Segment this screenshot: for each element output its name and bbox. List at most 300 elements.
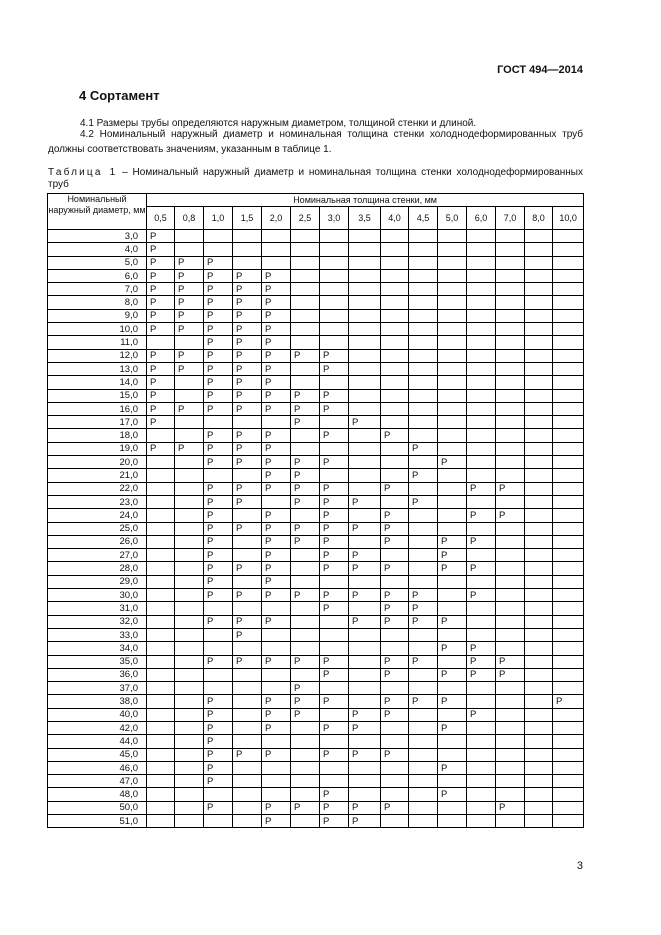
thickness-cell <box>467 442 496 455</box>
thickness-cell <box>175 615 204 628</box>
thickness-cell: Р <box>320 801 349 814</box>
diameter-cell: 42,0 <box>48 721 147 734</box>
thickness-cell: Р <box>320 668 349 681</box>
thickness-cell <box>525 589 553 602</box>
thickness-cell <box>438 336 467 349</box>
thickness-cell: Р <box>349 748 381 761</box>
diameter-cell: 47,0 <box>48 775 147 788</box>
thickness-header: 0,8 <box>175 207 204 230</box>
thickness-cell: Р <box>438 549 467 562</box>
thickness-cell <box>349 402 381 415</box>
thickness-cell <box>147 775 175 788</box>
thickness-cell <box>525 309 553 322</box>
table-row <box>48 522 584 535</box>
thickness-cell: Р <box>233 376 262 389</box>
thickness-cell <box>409 761 438 774</box>
thickness-cell <box>320 256 349 269</box>
thickness-cell: Р <box>262 708 291 721</box>
diameter-cell: 18,0 <box>48 429 147 442</box>
thickness-cell <box>409 788 438 801</box>
thickness-cell: Р <box>262 615 291 628</box>
thickness-cell <box>525 376 553 389</box>
thickness-cell <box>496 243 525 256</box>
table-row <box>48 389 584 402</box>
thickness-cell <box>291 323 320 336</box>
thickness-cell <box>349 442 381 455</box>
diameter-cell: 21,0 <box>48 469 147 482</box>
thickness-cell: Р <box>349 416 381 429</box>
thickness-cell <box>381 416 409 429</box>
thickness-cell: Р <box>262 801 291 814</box>
thickness-cell <box>553 509 584 522</box>
thickness-cell <box>291 775 320 788</box>
thickness-cell <box>233 682 262 695</box>
thickness-cell: Р <box>320 362 349 375</box>
thickness-cell <box>525 815 553 828</box>
diameter-cell: 12,0 <box>48 349 147 362</box>
thickness-cell <box>409 309 438 322</box>
thickness-cell: Р <box>320 482 349 495</box>
thickness-cell <box>525 416 553 429</box>
thickness-header: 4,0 <box>381 207 409 230</box>
thickness-cell <box>262 256 291 269</box>
diameter-cell: 29,0 <box>48 575 147 588</box>
thickness-cell <box>320 416 349 429</box>
thickness-cell <box>320 628 349 641</box>
thickness-cell: Р <box>233 309 262 322</box>
thickness-header: 8,0 <box>525 207 553 230</box>
thickness-cell <box>553 602 584 615</box>
thickness-cell <box>409 230 438 243</box>
thickness-cell: Р <box>349 549 381 562</box>
thickness-cell <box>204 815 233 828</box>
thickness-cell: Р <box>553 695 584 708</box>
thickness-cell <box>233 602 262 615</box>
thickness-cell: Р <box>262 442 291 455</box>
thickness-cell <box>349 682 381 695</box>
thickness-cell <box>553 788 584 801</box>
thickness-cell: Р <box>204 509 233 522</box>
thickness-cell <box>349 376 381 389</box>
thickness-cell <box>496 642 525 655</box>
thickness-cell: Р <box>381 668 409 681</box>
thickness-cell <box>496 735 525 748</box>
thickness-cell <box>381 469 409 482</box>
thickness-cell: Р <box>233 562 262 575</box>
table-row <box>48 482 584 495</box>
thickness-cell <box>381 788 409 801</box>
thickness-cell: Р <box>204 615 233 628</box>
thickness-cell: Р <box>204 349 233 362</box>
thickness-cell <box>175 456 204 469</box>
thickness-cell <box>147 721 175 734</box>
thickness-cell: Р <box>233 402 262 415</box>
thickness-cell: Р <box>291 801 320 814</box>
thickness-cell <box>147 589 175 602</box>
thickness-cell <box>291 721 320 734</box>
thickness-cell <box>381 682 409 695</box>
thickness-cell <box>175 668 204 681</box>
thickness-cell <box>204 628 233 641</box>
thickness-cell: Р <box>175 296 204 309</box>
thickness-cell <box>496 269 525 282</box>
thickness-cell: Р <box>381 801 409 814</box>
thickness-cell <box>233 708 262 721</box>
diameter-cell: 7,0 <box>48 283 147 296</box>
thickness-cell <box>147 748 175 761</box>
thickness-cell <box>381 296 409 309</box>
thickness-cell: Р <box>467 708 496 721</box>
thickness-cell <box>175 243 204 256</box>
thickness-cell <box>349 336 381 349</box>
thickness-cell: Р <box>175 349 204 362</box>
thickness-header: 2,5 <box>291 207 320 230</box>
thickness-cell <box>467 549 496 562</box>
thickness-cell <box>381 269 409 282</box>
thickness-cell <box>525 775 553 788</box>
thickness-cell <box>438 589 467 602</box>
thickness-cell <box>467 788 496 801</box>
thickness-cell: Р <box>291 522 320 535</box>
table-row <box>48 708 584 721</box>
thickness-cell <box>438 775 467 788</box>
thickness-cell <box>525 402 553 415</box>
thickness-cell <box>525 389 553 402</box>
table-row <box>48 615 584 628</box>
thickness-cell: Р <box>467 562 496 575</box>
thickness-cell: Р <box>409 495 438 508</box>
thickness-header: 1,5 <box>233 207 262 230</box>
thickness-cell: Р <box>262 309 291 322</box>
table-row <box>48 323 584 336</box>
thickness-cell: Р <box>233 495 262 508</box>
thickness-cell <box>438 801 467 814</box>
thickness-cell <box>291 296 320 309</box>
thickness-cell <box>467 309 496 322</box>
thickness-cell <box>553 495 584 508</box>
thickness-cell <box>496 456 525 469</box>
thickness-cell <box>291 269 320 282</box>
thickness-cell <box>409 801 438 814</box>
thickness-cell <box>175 788 204 801</box>
thickness-header: 4,5 <box>409 207 438 230</box>
thickness-cell <box>147 788 175 801</box>
thickness-cell <box>409 429 438 442</box>
thickness-cell: Р <box>233 456 262 469</box>
thickness-cell <box>525 735 553 748</box>
diameter-cell: 11,0 <box>48 336 147 349</box>
thickness-cell <box>438 442 467 455</box>
thickness-cell <box>262 628 291 641</box>
thickness-cell: Р <box>175 309 204 322</box>
thickness-cell: Р <box>409 655 438 668</box>
table-row <box>48 575 584 588</box>
thickness-cell <box>496 615 525 628</box>
thickness-cell <box>147 562 175 575</box>
thickness-cell <box>496 402 525 415</box>
thickness-cell <box>262 775 291 788</box>
thickness-cell <box>553 775 584 788</box>
thickness-cell <box>381 230 409 243</box>
thickness-cell: Р <box>409 469 438 482</box>
thickness-cell: Р <box>409 615 438 628</box>
thickness-cell: Р <box>204 376 233 389</box>
thickness-cell: Р <box>233 655 262 668</box>
thickness-cell <box>409 682 438 695</box>
table-row <box>48 642 584 655</box>
thickness-cell: Р <box>147 296 175 309</box>
thickness-cell: Р <box>320 535 349 548</box>
thickness-cell <box>291 562 320 575</box>
thickness-cell: Р <box>204 429 233 442</box>
thickness-cell <box>204 243 233 256</box>
thickness-cell <box>438 602 467 615</box>
table-row <box>48 721 584 734</box>
thickness-cell <box>233 230 262 243</box>
thickness-cell <box>553 655 584 668</box>
thickness-cell <box>553 522 584 535</box>
thickness-cell: Р <box>147 309 175 322</box>
thickness-cell <box>438 429 467 442</box>
thickness-cell: Р <box>291 456 320 469</box>
table-row <box>48 349 584 362</box>
table-row <box>48 283 584 296</box>
thickness-cell <box>496 549 525 562</box>
thickness-cell <box>349 482 381 495</box>
thickness-cell: Р <box>438 615 467 628</box>
thickness-cell <box>349 469 381 482</box>
thickness-cell <box>291 602 320 615</box>
table-row <box>48 469 584 482</box>
thickness-cell <box>381 336 409 349</box>
thickness-cell <box>496 376 525 389</box>
table-row <box>48 309 584 322</box>
thickness-cell: Р <box>262 402 291 415</box>
thickness-cell <box>496 628 525 641</box>
thickness-cell <box>409 775 438 788</box>
thickness-cell <box>496 695 525 708</box>
thickness-cell: Р <box>262 589 291 602</box>
thickness-cell <box>175 748 204 761</box>
thickness-cell <box>496 416 525 429</box>
thickness-cell <box>409 402 438 415</box>
thickness-cell <box>233 775 262 788</box>
thickness-cell <box>496 748 525 761</box>
thickness-cell: Р <box>467 509 496 522</box>
thickness-cell <box>320 336 349 349</box>
page-number: 3 <box>576 860 583 872</box>
thickness-cell <box>409 748 438 761</box>
thickness-cell: Р <box>175 323 204 336</box>
thickness-cell: Р <box>381 708 409 721</box>
thickness-cell <box>553 668 584 681</box>
thickness-cell <box>175 336 204 349</box>
thickness-cell: Р <box>233 389 262 402</box>
thickness-cell: Р <box>381 589 409 602</box>
thickness-cell <box>467 801 496 814</box>
thickness-cell <box>381 456 409 469</box>
thickness-cell: Р <box>467 642 496 655</box>
thickness-cell: Р <box>320 788 349 801</box>
thickness-cell <box>262 230 291 243</box>
thickness-cell: Р <box>438 456 467 469</box>
thickness-cell: Р <box>438 668 467 681</box>
thickness-cell <box>147 642 175 655</box>
thickness-cell <box>525 549 553 562</box>
thickness-cell <box>291 615 320 628</box>
diameter-cell: 45,0 <box>48 748 147 761</box>
thickness-cell: Р <box>381 655 409 668</box>
diameter-cell: 10,0 <box>48 323 147 336</box>
table-row <box>48 243 584 256</box>
thickness-cell <box>291 549 320 562</box>
thickness-cell: Р <box>147 256 175 269</box>
thickness-cell <box>409 628 438 641</box>
thickness-cell <box>320 243 349 256</box>
thickness-cell <box>553 549 584 562</box>
thickness-cell: Р <box>291 655 320 668</box>
thickness-cell <box>147 602 175 615</box>
thickness-cell <box>553 416 584 429</box>
table-row <box>48 589 584 602</box>
thickness-cell <box>349 668 381 681</box>
diameter-cell: 14,0 <box>48 376 147 389</box>
thickness-cell <box>175 775 204 788</box>
thickness-cell <box>409 269 438 282</box>
table-row <box>48 362 584 375</box>
thickness-cell <box>409 243 438 256</box>
thickness-cell <box>291 362 320 375</box>
thickness-cell: Р <box>233 589 262 602</box>
thickness-cell: Р <box>262 815 291 828</box>
thickness-cell <box>204 682 233 695</box>
thickness-cell <box>553 256 584 269</box>
thickness-cell: Р <box>291 416 320 429</box>
thickness-cell <box>381 323 409 336</box>
thickness-cell <box>553 376 584 389</box>
thickness-cell <box>467 456 496 469</box>
thickness-cell <box>496 708 525 721</box>
thickness-cell <box>496 349 525 362</box>
thickness-cell <box>438 469 467 482</box>
thickness-cell <box>525 429 553 442</box>
thickness-cell <box>175 589 204 602</box>
thickness-cell <box>525 495 553 508</box>
thickness-cell: Р <box>496 482 525 495</box>
thickness-cell <box>175 628 204 641</box>
thickness-cell <box>496 469 525 482</box>
thickness-cell: Р <box>320 589 349 602</box>
thickness-cell <box>147 522 175 535</box>
thickness-cell: Р <box>147 349 175 362</box>
thickness-cell <box>291 668 320 681</box>
thickness-cell <box>349 642 381 655</box>
thickness-cell <box>147 549 175 562</box>
diameter-cell: 16,0 <box>48 402 147 415</box>
thickness-cell <box>525 230 553 243</box>
table-row <box>48 628 584 641</box>
thickness-cell <box>147 535 175 548</box>
thickness-cell <box>262 668 291 681</box>
thickness-cell: Р <box>320 495 349 508</box>
thickness-cell: Р <box>381 482 409 495</box>
thickness-cell <box>147 429 175 442</box>
thickness-cell <box>147 655 175 668</box>
table-row <box>48 549 584 562</box>
thickness-cell <box>553 336 584 349</box>
thickness-cell <box>147 735 175 748</box>
table-row <box>48 788 584 801</box>
thickness-cell: Р <box>204 708 233 721</box>
thickness-cell: Р <box>175 402 204 415</box>
thickness-cell <box>204 788 233 801</box>
standard-code: ГОСТ 494—2014 <box>497 64 583 76</box>
thickness-cell <box>291 788 320 801</box>
thickness-cell: Р <box>320 562 349 575</box>
thickness-cell <box>496 296 525 309</box>
thickness-cell <box>409 721 438 734</box>
diameter-cell: 50,0 <box>48 801 147 814</box>
thickness-cell <box>438 323 467 336</box>
thickness-cell: Р <box>147 402 175 415</box>
thickness-cell <box>553 296 584 309</box>
thickness-cell <box>381 362 409 375</box>
thickness-cell <box>467 615 496 628</box>
thickness-cell <box>320 775 349 788</box>
thickness-cell <box>175 801 204 814</box>
table-row <box>48 815 584 828</box>
thickness-cell <box>262 495 291 508</box>
thickness-cell: Р <box>320 549 349 562</box>
thickness-cell <box>409 283 438 296</box>
thickness-cell <box>438 748 467 761</box>
thickness-cell <box>349 389 381 402</box>
paragraph-4-2: 4.2 Номинальный наружный диаметр и номинальная толщина стенки холоднодеформированных труб должны соответствовать значениям, указанным в таблице 1. <box>48 129 583 155</box>
thickness-cell <box>233 243 262 256</box>
thickness-header: 5,0 <box>438 207 467 230</box>
thickness-cell <box>409 735 438 748</box>
thickness-cell: Р <box>262 549 291 562</box>
thickness-cell <box>438 655 467 668</box>
thickness-cell <box>409 296 438 309</box>
thickness-cell <box>175 761 204 774</box>
thickness-cell <box>525 801 553 814</box>
thickness-cell <box>175 535 204 548</box>
thickness-cell: Р <box>291 402 320 415</box>
diameter-cell: 22,0 <box>48 482 147 495</box>
thickness-cell <box>349 575 381 588</box>
thickness-cell <box>175 549 204 562</box>
thickness-cell <box>147 575 175 588</box>
thickness-cell <box>147 615 175 628</box>
thickness-cell: Р <box>147 323 175 336</box>
thickness-cell <box>553 535 584 548</box>
thickness-cell <box>553 323 584 336</box>
thickness-cell: Р <box>204 721 233 734</box>
diameter-cell: 35,0 <box>48 655 147 668</box>
thickness-cell <box>553 801 584 814</box>
assortment-table <box>47 193 584 828</box>
thickness-cell <box>291 309 320 322</box>
thickness-cell: Р <box>204 256 233 269</box>
thickness-cell: Р <box>204 761 233 774</box>
thickness-cell <box>525 788 553 801</box>
thickness-cell <box>320 230 349 243</box>
thickness-cell <box>525 456 553 469</box>
thickness-cell <box>553 389 584 402</box>
table-row <box>48 230 584 243</box>
thickness-cell <box>525 469 553 482</box>
